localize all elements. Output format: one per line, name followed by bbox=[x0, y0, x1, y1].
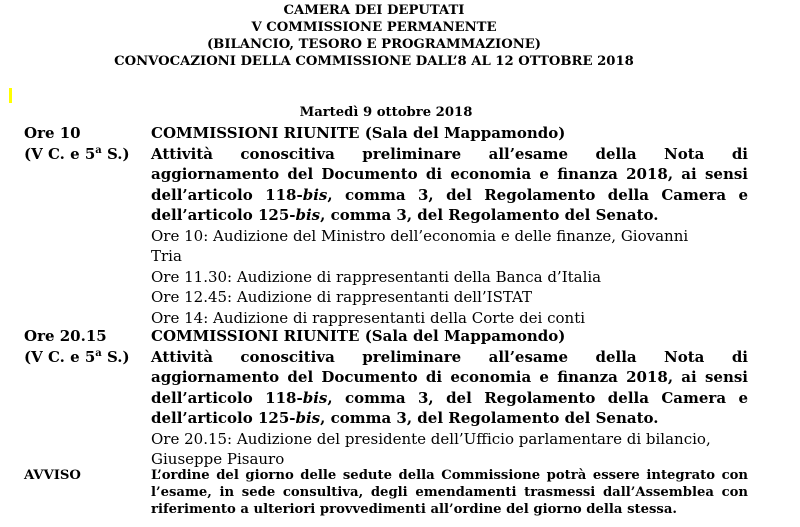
session-2-subject-line: dell’articolo 125-bis, comma 3, del Regolamento del Senato. bbox=[151, 409, 659, 427]
session-1-hearing: Ore 11.30: Audizione di rappresentanti della Banca d’Italia bbox=[151, 267, 602, 286]
avviso-line: l’esame, in sede consultiva, degli emendamenti trasmessi dall’Assemblea con bbox=[151, 485, 748, 501]
session-1-subject-line: dell’articolo 125-bis, comma 3, del Regolamento del Senato. bbox=[151, 206, 659, 224]
header-commission-scope: (BILANCIO, TESORO E PROGRAMMAZIONE) bbox=[206, 37, 542, 52]
session-1-hearing: Tria bbox=[151, 247, 182, 265]
session-1-subject-line: Attività conoscitiva preliminare all’esame della Nota di bbox=[151, 144, 748, 163]
session-2-hearing: Ore 20.15: Audizione del presidente dell’Ufficio parlamentare di bilancio, bbox=[151, 429, 711, 448]
session-2-subject-line: dell’articolo 118-bis, comma 3, del Regolamento della Camera e bbox=[151, 388, 749, 407]
session-2-venue: COMMISSIONI RIUNITE (Sala del Mappamondo) bbox=[151, 327, 566, 345]
session-2-meta bbox=[24, 326, 150, 367]
header-chamber: CAMERA DEI DEPUTATI bbox=[283, 3, 465, 18]
session-1-time: Ore 10 bbox=[24, 124, 81, 142]
session-1-committees: (V C. e 5$^a$ S.) bbox=[24, 144, 130, 163]
avviso-label: AVVISO bbox=[24, 468, 81, 483]
session-1-meta bbox=[24, 123, 150, 164]
highlight-marker bbox=[9, 88, 12, 103]
header-convocations-title: CONVOCAZIONI DELLA COMMISSIONE DALL’8 AL 12 OTTOBRE 2018 bbox=[114, 54, 634, 69]
session-1-subject-line: aggiornamento del Documento di economia e finanza 2018, ai sensi bbox=[151, 165, 748, 183]
avviso-line: L’ordine del giorno delle sedute della Commissione potrà essere integrato con bbox=[151, 468, 748, 483]
session-1-hearing: Ore 14: Audizione di rappresentanti della Corte dei conti bbox=[151, 308, 586, 327]
session-2-hearing: Giuseppe Pisauro bbox=[151, 450, 285, 468]
date-title: Martedì 9 ottobre 2018 bbox=[299, 105, 473, 120]
session-1-venue: COMMISSIONI RIUNITE (Sala del Mappamondo) bbox=[151, 124, 566, 142]
avviso-text bbox=[151, 467, 748, 519]
session-1-subject-line: dell’articolo 118-bis, comma 3, del Regolamento della Camera e bbox=[151, 185, 749, 204]
session-2-subject-line: aggiornamento del Documento di economia e finanza 2018, ai sensi bbox=[151, 368, 748, 386]
session-2-time: Ore 20.15 bbox=[24, 327, 107, 345]
session-1-content bbox=[151, 123, 748, 328]
session-1-hearing: Ore 10: Audizione del Ministro dell’economia e delle finanze, Giovanni bbox=[151, 226, 689, 245]
session-1-hearing: Ore 12.45: Audizione di rappresentanti dell’ISTAT bbox=[151, 288, 533, 306]
session-2-committees: (V C. e 5$^a$ S.) bbox=[24, 347, 130, 366]
session-2-subject-line: Attività conoscitiva preliminare all’esame della Nota di bbox=[151, 347, 748, 366]
header-commission: V COMMISSIONE PERMANENTE bbox=[251, 20, 497, 35]
avviso-line: riferimento a ulteriori provvedimenti all’ordine del giorno della stessa. bbox=[151, 502, 677, 518]
session-2-content bbox=[151, 326, 748, 470]
document-header bbox=[0, 2, 748, 70]
